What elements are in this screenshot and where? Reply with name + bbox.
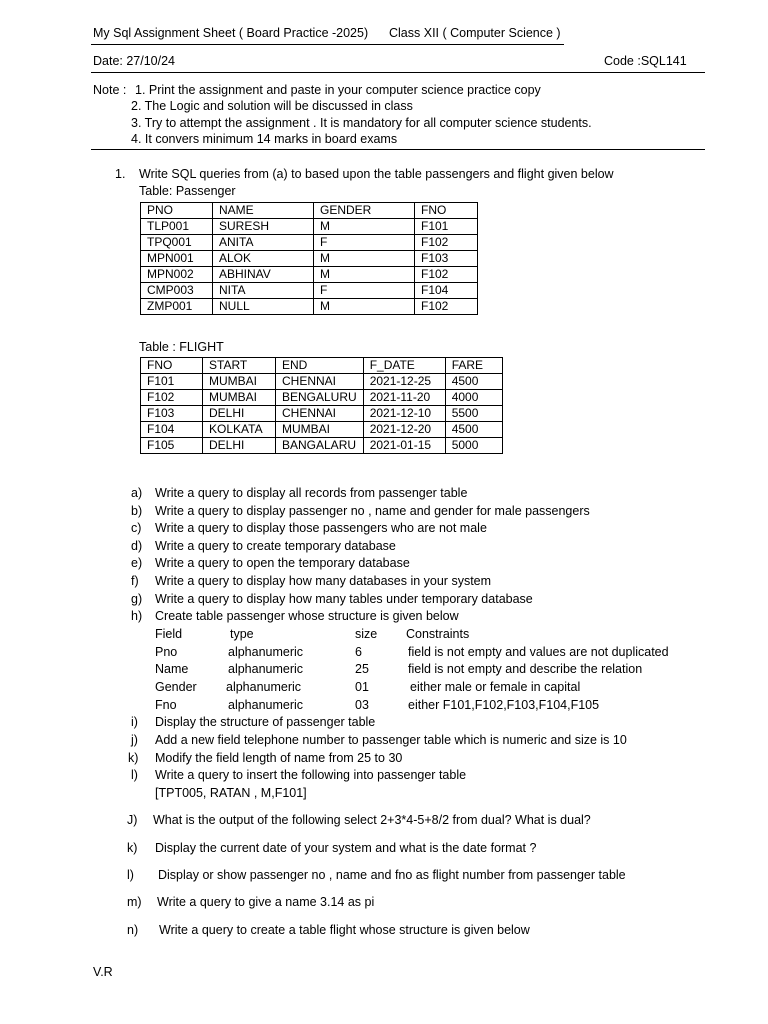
question-text: Display or show passenger no , name and fno as flight number from passenger table bbox=[158, 868, 626, 882]
question-letter: k) bbox=[128, 751, 139, 765]
structure-cell: either F101,F102,F103,F104,F105 bbox=[408, 698, 600, 712]
structure-cell: alphanumeric bbox=[226, 680, 302, 694]
structure-cell: alphanumeric bbox=[228, 698, 304, 712]
flight-table bbox=[140, 357, 503, 454]
table-cell: F bbox=[314, 235, 415, 251]
table-cell: M bbox=[314, 219, 415, 235]
question-text: Display the structure of passenger table bbox=[155, 715, 376, 729]
structure-header: Constraints bbox=[406, 627, 470, 641]
table-header-cell: PNO bbox=[141, 203, 213, 219]
table-cell: F103 bbox=[415, 251, 478, 267]
structure-header: Field bbox=[155, 627, 183, 641]
question-letter: j) bbox=[131, 733, 138, 747]
note-divider bbox=[91, 149, 705, 150]
table-row bbox=[141, 251, 478, 267]
table-cell: M bbox=[314, 251, 415, 267]
passenger-table-caption: Table: Passenger bbox=[139, 184, 236, 198]
question-letter: m) bbox=[127, 895, 142, 909]
structure-cell: 03 bbox=[355, 698, 369, 712]
table-cell: F102 bbox=[415, 235, 478, 251]
table-row bbox=[141, 299, 478, 315]
table-cell: F105 bbox=[141, 438, 203, 454]
note-item: 2. The Logic and solution will be discussed in class bbox=[131, 99, 413, 113]
code-label: Code :SQL141 bbox=[604, 54, 687, 68]
table-header-cell: NAME bbox=[213, 203, 314, 219]
question-text: Write SQL queries from (a) to based upon the table passengers and flight given below bbox=[139, 167, 614, 181]
question-text: Write a query to create a table flight whose structure is given below bbox=[159, 923, 530, 937]
table-cell: NITA bbox=[213, 283, 314, 299]
question-text: Write a query to display all records from passenger table bbox=[155, 486, 468, 500]
passenger-table bbox=[140, 202, 478, 315]
table-cell: 4500 bbox=[445, 374, 502, 390]
structure-cell: alphanumeric bbox=[228, 645, 304, 659]
question-letter: l) bbox=[127, 868, 134, 882]
table-cell: KOLKATA bbox=[203, 422, 276, 438]
table-cell: CMP003 bbox=[141, 283, 213, 299]
table-header-cell: START bbox=[203, 358, 276, 374]
table-cell: MPN001 bbox=[141, 251, 213, 267]
table-cell: F bbox=[314, 283, 415, 299]
question-letter: J) bbox=[127, 813, 138, 827]
question-letter: g) bbox=[131, 592, 143, 606]
table-row bbox=[141, 438, 503, 454]
table-row bbox=[141, 219, 478, 235]
question-text: Write a query to give a name 3.14 as pi bbox=[157, 895, 375, 909]
table-cell: 5000 bbox=[445, 438, 502, 454]
question-letter: k) bbox=[127, 841, 138, 855]
table-cell: MUMBAI bbox=[203, 390, 276, 406]
table-cell: F103 bbox=[141, 406, 203, 422]
table-cell: BENGALURU bbox=[276, 390, 364, 406]
table-cell: CHENNAI bbox=[276, 406, 364, 422]
question-text: Write a query to display how many databases in your system bbox=[155, 574, 492, 588]
table-cell: F102 bbox=[415, 267, 478, 283]
table-cell: 2021-12-10 bbox=[363, 406, 445, 422]
table-cell: ABHINAV bbox=[213, 267, 314, 283]
note-label: Note : bbox=[93, 83, 127, 97]
table-cell: MPN002 bbox=[141, 267, 213, 283]
note-item: 1. Print the assignment and paste in your computer science practice copy bbox=[135, 83, 541, 97]
structure-cell: 01 bbox=[355, 680, 369, 694]
question-text: Write a query to open the temporary database bbox=[155, 556, 410, 570]
table-header-cell: F_DATE bbox=[363, 358, 445, 374]
table-cell: 2021-12-20 bbox=[363, 422, 445, 438]
structure-cell: 25 bbox=[355, 662, 369, 676]
table-cell: TPQ001 bbox=[141, 235, 213, 251]
table-cell: 4000 bbox=[445, 390, 502, 406]
table-cell: ANITA bbox=[213, 235, 314, 251]
table-cell: MUMBAI bbox=[203, 374, 276, 390]
table-header-cell: FNO bbox=[415, 203, 478, 219]
table-cell: BANGALARU bbox=[276, 438, 364, 454]
table-cell: ZMP001 bbox=[141, 299, 213, 315]
question-letter: c) bbox=[131, 521, 142, 535]
structure-cell: field is not empty and values are not duplicated bbox=[408, 645, 669, 659]
question-text: Write a query to display how many tables under temporary database bbox=[155, 592, 533, 606]
table-cell: F101 bbox=[415, 219, 478, 235]
table-cell: 5500 bbox=[445, 406, 502, 422]
question-text: Write a query to display passenger no , name and gender for male passengers bbox=[155, 504, 590, 518]
table-cell: M bbox=[314, 299, 415, 315]
structure-cell: Pno bbox=[155, 645, 178, 659]
table-cell: CHENNAI bbox=[276, 374, 364, 390]
question-letter: b) bbox=[131, 504, 143, 518]
table-cell: 4500 bbox=[445, 422, 502, 438]
structure-cell: Name bbox=[155, 662, 189, 676]
structure-cell: alphanumeric bbox=[228, 662, 304, 676]
table-cell: F104 bbox=[141, 422, 203, 438]
table-row bbox=[141, 374, 503, 390]
question-number: 1. bbox=[115, 167, 126, 181]
structure-header: size bbox=[355, 627, 378, 641]
table-cell: 2021-01-15 bbox=[363, 438, 445, 454]
table-cell: TLP001 bbox=[141, 219, 213, 235]
table-cell: F101 bbox=[141, 374, 203, 390]
table-cell: NULL bbox=[213, 299, 314, 315]
table-row bbox=[141, 267, 478, 283]
insert-values: [TPT005, RATAN , M,F101] bbox=[155, 786, 307, 800]
table-cell: SURESH bbox=[213, 219, 314, 235]
sheet-title: My Sql Assignment Sheet ( Board Practice -2025) bbox=[93, 26, 369, 40]
table-cell: DELHI bbox=[203, 406, 276, 422]
note-item: 3. Try to attempt the assignment . It is mandatory for all computer science students. bbox=[131, 116, 592, 130]
class-info: Class XII ( Computer Science ) bbox=[389, 26, 561, 40]
question-letter: d) bbox=[131, 539, 143, 553]
question-text: Add a new field telephone number to passenger table which is numeric and size is 10 bbox=[155, 733, 627, 747]
question-letter: a) bbox=[131, 486, 143, 500]
date-label: Date: 27/10/24 bbox=[93, 54, 176, 68]
table-cell: M bbox=[314, 267, 415, 283]
question-text: Display the current date of your system and what is the date format ? bbox=[155, 841, 537, 855]
title-underline bbox=[91, 44, 564, 45]
flight-table-caption: Table : FLIGHT bbox=[139, 340, 224, 354]
structure-cell: either male or female in capital bbox=[410, 680, 581, 694]
structure-header: type bbox=[230, 627, 254, 641]
table-cell: 2021-11-20 bbox=[363, 390, 445, 406]
table-row bbox=[141, 422, 503, 438]
table-row bbox=[141, 283, 478, 299]
table-cell: F102 bbox=[415, 299, 478, 315]
table-cell: F104 bbox=[415, 283, 478, 299]
structure-cell: field is not empty and describe the relation bbox=[408, 662, 643, 676]
table-header-row bbox=[141, 358, 503, 374]
question-text: Create table passenger whose structure is given below bbox=[155, 609, 459, 623]
question-letter: e) bbox=[131, 556, 143, 570]
table-row bbox=[141, 235, 478, 251]
table-row bbox=[141, 390, 503, 406]
question-letter: i) bbox=[131, 715, 138, 729]
table-header-row bbox=[141, 203, 478, 219]
question-text: What is the output of the following select 2+3*4-5+8/2 from dual? What is dual? bbox=[153, 813, 591, 827]
structure-cell: Fno bbox=[155, 698, 177, 712]
table-header-cell: END bbox=[276, 358, 364, 374]
table-cell: F102 bbox=[141, 390, 203, 406]
question-text: Write a query to create temporary database bbox=[155, 539, 396, 553]
table-cell: ALOK bbox=[213, 251, 314, 267]
table-cell: MUMBAI bbox=[276, 422, 364, 438]
table-cell: 2021-12-25 bbox=[363, 374, 445, 390]
structure-cell: Gender bbox=[155, 680, 197, 694]
question-letter: l) bbox=[131, 768, 138, 782]
table-header-cell: GENDER bbox=[314, 203, 415, 219]
structure-cell: 6 bbox=[355, 645, 362, 659]
question-text: Write a query to insert the following into passenger table bbox=[155, 768, 467, 782]
footer-initials: V.R bbox=[93, 965, 113, 979]
table-header-cell: FARE bbox=[445, 358, 502, 374]
question-text: Write a query to display those passengers who are not male bbox=[155, 521, 487, 535]
table-cell: DELHI bbox=[203, 438, 276, 454]
table-header-cell: FNO bbox=[141, 358, 203, 374]
question-letter: h) bbox=[131, 609, 143, 623]
table-row bbox=[141, 406, 503, 422]
question-text: Modify the field length of name from 25 to 30 bbox=[155, 751, 403, 765]
header-divider bbox=[91, 72, 705, 73]
question-letter: f) bbox=[131, 574, 139, 588]
question-letter: n) bbox=[127, 923, 139, 937]
note-item: 4. It convers minimum 14 marks in board exams bbox=[131, 132, 398, 146]
